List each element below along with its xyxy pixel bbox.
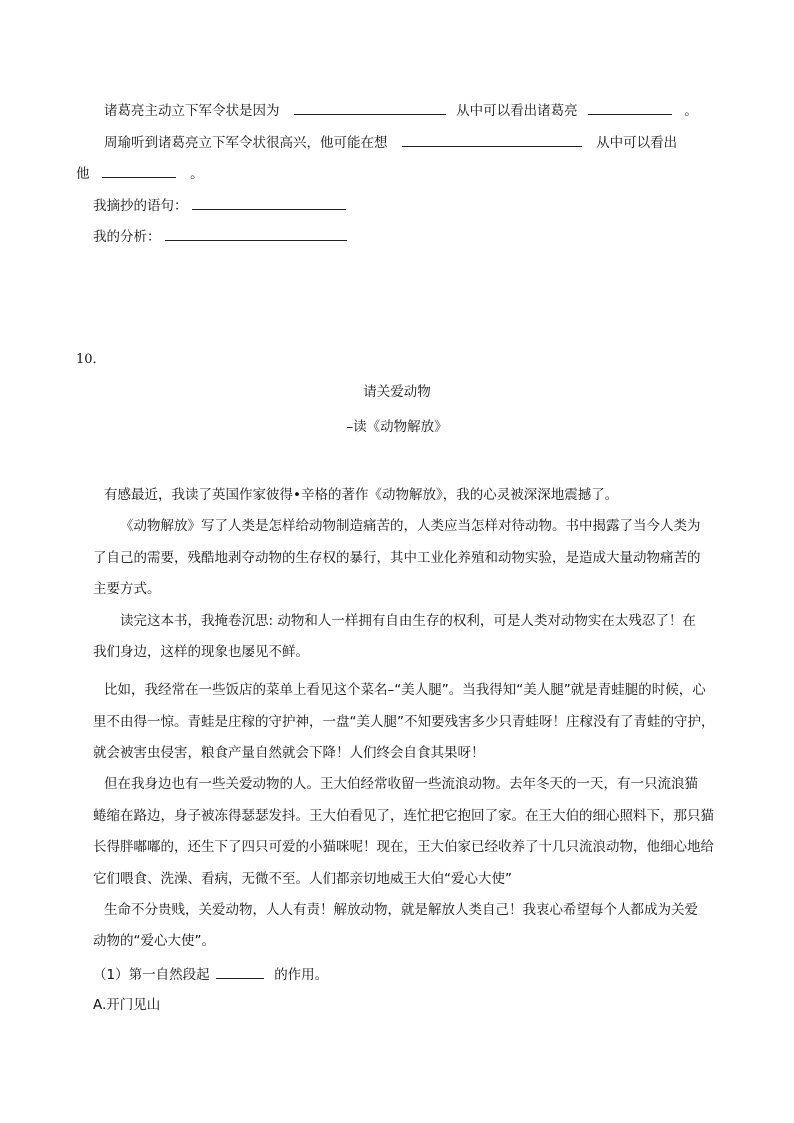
sub-question-text: 的作用。	[274, 967, 329, 983]
paragraph-line: 动物的“爱心大使”。	[93, 933, 215, 949]
prompt-text: 。	[684, 103, 698, 119]
paragraph-line: 里不由得一惊。青蛙是庄稼的守护神，一盘“美人腿”不知要残害多少只青蛙呀！庄稼没有了青蛙的守护，	[93, 714, 715, 730]
paragraph-line: 《动物解放》写了人类是怎样给动物制造痛苦的，人类应当怎样对待动物。书中揭露了当今人类为	[120, 518, 701, 534]
prompt-text: 他	[76, 166, 90, 182]
option-a: A.开门见山	[93, 997, 161, 1013]
question-line-2	[104, 132, 677, 153]
paragraph-line: 比如，我经常在一些饭店的菜单上看见这个菜名–“美人腿”。当我得知“美人腿”就是青蛙腿的时候，心	[104, 682, 706, 698]
sub-question-text: （1）第一自然段起	[93, 967, 210, 983]
answer-blank[interactable]	[588, 100, 672, 115]
excerpt-line	[93, 195, 346, 216]
analysis-blank[interactable]	[165, 226, 347, 241]
paragraph-line: 了自己的需要，残酷地剥夺动物的生存权的暴行，其中工业化养殖和动物实验，是造成大量动物痛苦的	[93, 550, 701, 566]
answer-blank[interactable]	[216, 964, 264, 979]
paragraph-line: 它们喂食、洗澡、看病，无微不至。人们都亲切地威王大伯“爱心大使”	[93, 871, 512, 887]
prompt-text: 从中可以看出	[596, 135, 678, 151]
paragraph-line: 有感最近，我读了英国作家彼得•辛格的著作《动物解放》，我的心灵被深深地震撼了。	[104, 487, 619, 503]
question-line-3	[76, 163, 204, 184]
excerpt-label: 我摘抄的语句：	[93, 198, 188, 214]
question-line-1	[104, 100, 698, 121]
analysis-line	[93, 226, 347, 247]
prompt-text: 从中可以看出诸葛亮	[456, 103, 578, 119]
paragraph-line: 长得胖嘟嘟的，还生下了四只可爱的小猫咪呢！现在，王大伯家已经收养了十几只流浪动物，他细心地给	[93, 839, 714, 855]
answer-blank[interactable]	[402, 132, 582, 147]
answer-blank[interactable]	[102, 163, 176, 178]
paragraph-line: 主要方式。	[93, 581, 161, 597]
paragraph-line: 生命不分贵贱，关爱动物，人人有责！解放动物，就是解放人类自己！我衷心希望每个人都成为关爱	[104, 902, 698, 918]
passage-title: 请关爱动物	[363, 384, 431, 400]
prompt-text: 诸葛亮主动立下军令状是因为	[104, 103, 280, 119]
paragraph-line: 我们身边，这样的现象也屡见不鲜。	[93, 644, 309, 660]
passage-subtitle: –读《动物解放》	[346, 419, 448, 435]
sub-question-1	[93, 964, 328, 985]
paragraph-line: 但在我身边也有一些关爱动物的人。王大伯经常收留一些流浪动物。去年冬天的一天，有一只流浪猫	[104, 776, 698, 792]
paragraph-line: 就会被害虫侵害，粮食产量自然就会下降！人们终会自食其果呀！	[93, 745, 485, 761]
paragraph-line: 蜷缩在路边，身子被冻得瑟瑟发抖。王大伯看见了，连忙把它抱回了家。在王大伯的细心照料下，那只猫	[93, 808, 714, 824]
paragraph-line: 读完这本书，我掩卷沉思: 动物和人一样拥有自由生存的权利，可是人类对动物实在太残忍了！在	[120, 613, 696, 629]
excerpt-blank[interactable]	[192, 195, 346, 210]
answer-blank[interactable]	[294, 100, 446, 115]
prompt-text: 。	[190, 166, 204, 182]
prompt-text: 周瑜听到诸葛亮立下军令状很高兴，他可能在想	[104, 135, 388, 151]
analysis-label: 我的分析：	[93, 229, 161, 245]
question-number: 10．	[76, 352, 106, 367]
